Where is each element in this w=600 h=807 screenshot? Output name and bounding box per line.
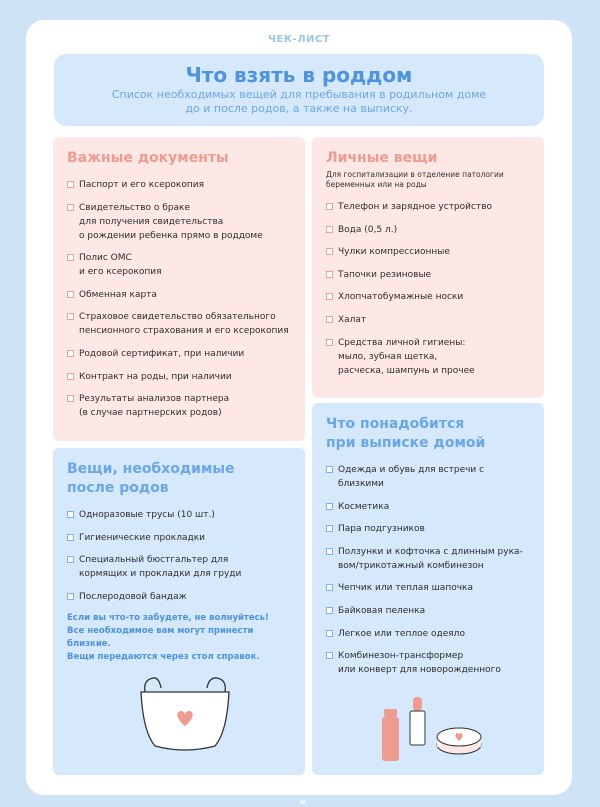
checkbox[interactable] (67, 511, 74, 518)
checklist-item-text: Средства личной гигиены: мыло, зубная щетка, расческа, шампунь и прочее (338, 337, 475, 376)
checklist-item-text: Байковая пеленка (338, 605, 426, 616)
checkbox[interactable] (326, 548, 333, 555)
checklist-item (67, 288, 291, 302)
after-birth-note: Если вы что-то забудете, не волнуйтесь! Все необходимое вам могут принести близкие. Вещи передаются через стол справок. (67, 613, 269, 663)
discharge-card (312, 403, 544, 775)
page-subtitle: Список необходимых вещей для пребывания в родильном доме до и после родов, а также на выписку. (111, 88, 487, 115)
checklist-item-text: Полис ОМС и его ксерокопия (79, 253, 162, 278)
checklist-item-text: Свидетельство о браке для получения свидетельства о рождении ребенка прямо в роддоме (79, 202, 263, 241)
checklist-item (67, 347, 291, 361)
checklist-item (326, 463, 530, 491)
checkbox[interactable] (326, 607, 333, 614)
after-birth-title: Вещи, необходимые после родов (67, 461, 235, 496)
checklist-item (67, 508, 291, 522)
checklist-item-text: Специальный бюстгальтер для кормящих и прокладки для груди (79, 555, 242, 580)
page-indicator (300, 800, 306, 804)
checklist-item (326, 245, 530, 259)
checklist-item (326, 336, 530, 378)
checklist-item (326, 604, 530, 618)
checkbox[interactable] (326, 652, 333, 659)
checklist-item-text: Страховое свидетельство обязательного пенсионного страхования и его ксерокопия (79, 312, 289, 337)
checklist-item (326, 223, 530, 237)
checkbox[interactable] (326, 466, 333, 473)
checklist-item (326, 290, 530, 304)
header-banner (54, 54, 544, 126)
discharge-title: Что понадобится при выписке домой (326, 416, 486, 451)
checklist-item-text: Обменная карта (79, 289, 157, 300)
discharge-list (326, 463, 530, 677)
checklist-item-text: Гигиенические прокладки (79, 532, 205, 543)
checklist-item-text: Комбинезон-трансформер или конверт для новорожденного (338, 651, 501, 676)
checkbox[interactable] (67, 313, 74, 320)
checkbox[interactable] (326, 630, 333, 637)
personal-subtitle: Для госпитализации в отделение патологии беременных или на роды (326, 170, 504, 189)
checklist-item (67, 178, 291, 192)
after-birth-card (53, 448, 305, 775)
checkbox[interactable] (67, 254, 74, 261)
checklist-item-text: Хлопчатобумажные носки (338, 292, 464, 303)
checklist-item (67, 531, 291, 545)
checklist-item (67, 392, 291, 420)
checklist-item-text: Одноразовые трусы (10 шт.) (79, 510, 215, 520)
checkbox[interactable] (326, 316, 333, 323)
checklist-item (326, 581, 530, 595)
checkbox[interactable] (67, 204, 74, 211)
checklist-item (67, 310, 291, 338)
checklist-item (326, 545, 530, 573)
personal-title: Личные вещи (326, 150, 438, 166)
checklist-item-text: Легкое или теплое одеяло (338, 628, 465, 639)
checklist-item (67, 201, 291, 243)
checklist-item (326, 649, 530, 677)
checklist-item (67, 251, 291, 279)
checklist-item-text: Ползунки и кофточка с длинным рука- вом/трикотажный комбинезон (338, 546, 523, 571)
checkbox[interactable] (326, 271, 333, 278)
checkbox[interactable] (326, 584, 333, 591)
checklist-item-text: Паспорт и его ксерокопия (79, 180, 205, 190)
checkbox[interactable] (326, 226, 333, 233)
checklist-item-text: Контракт на роды, при наличии (79, 371, 232, 382)
page-title: Что взять в роддом (185, 63, 413, 87)
checklist-sheet (26, 20, 572, 795)
checkbox[interactable] (326, 248, 333, 255)
checkbox[interactable] (326, 503, 333, 510)
checkbox[interactable] (67, 556, 74, 563)
documents-title: Важные документы (67, 150, 229, 166)
checklist-item-text: Тапочки резиновые (338, 269, 432, 280)
after-birth-list (67, 508, 291, 604)
checkbox[interactable] (326, 203, 333, 210)
cosmetics-illustration (376, 693, 486, 765)
checkbox[interactable] (67, 534, 74, 541)
eyebrow-label: ЧЕК-ЛИСТ (267, 34, 331, 45)
bag-illustration (135, 674, 235, 754)
checklist-item-text: Чулки компрессионные (338, 247, 450, 258)
checkbox[interactable] (67, 350, 74, 357)
checklist-item-text: Телефон и зарядное устройство (338, 202, 493, 212)
checklist-item-text: Пара подгузников (338, 524, 425, 535)
checkbox[interactable] (326, 293, 333, 300)
checkbox[interactable] (67, 181, 74, 188)
checklist-item (326, 268, 530, 282)
checklist-item (326, 627, 530, 641)
checkbox[interactable] (67, 291, 74, 298)
checklist-item-text: Косметика (338, 501, 390, 512)
checklist-item (67, 553, 291, 581)
checklist-item-text: Вода (0,5 л.) (338, 224, 398, 235)
personal-card (312, 137, 544, 398)
checklist-item (326, 522, 530, 536)
checklist-item-text: Одежда и обувь для встречи с близкими (338, 465, 485, 489)
documents-list (67, 178, 291, 420)
checklist-item-text: Родовой сертификат, при наличии (79, 348, 245, 359)
checkbox[interactable] (326, 525, 333, 532)
checklist-item (326, 200, 530, 214)
documents-card (53, 137, 305, 441)
checklist-item-text: Халат (338, 314, 367, 325)
checkbox[interactable] (67, 395, 74, 402)
checklist-item-text: Чепчик или теплая шапочка (338, 583, 473, 594)
checklist-item-text: Результаты анализов партнера (в случае партнерских родов) (79, 394, 230, 419)
checklist-item (326, 500, 530, 514)
checklist-item (67, 370, 291, 384)
checklist-item (67, 590, 291, 604)
personal-list (326, 200, 530, 378)
checkbox[interactable] (67, 593, 74, 600)
checklist-item-text: Послеродовой бандаж (79, 591, 187, 602)
checkbox[interactable] (326, 339, 333, 346)
checklist-item (326, 313, 530, 327)
checkbox[interactable] (67, 373, 74, 380)
